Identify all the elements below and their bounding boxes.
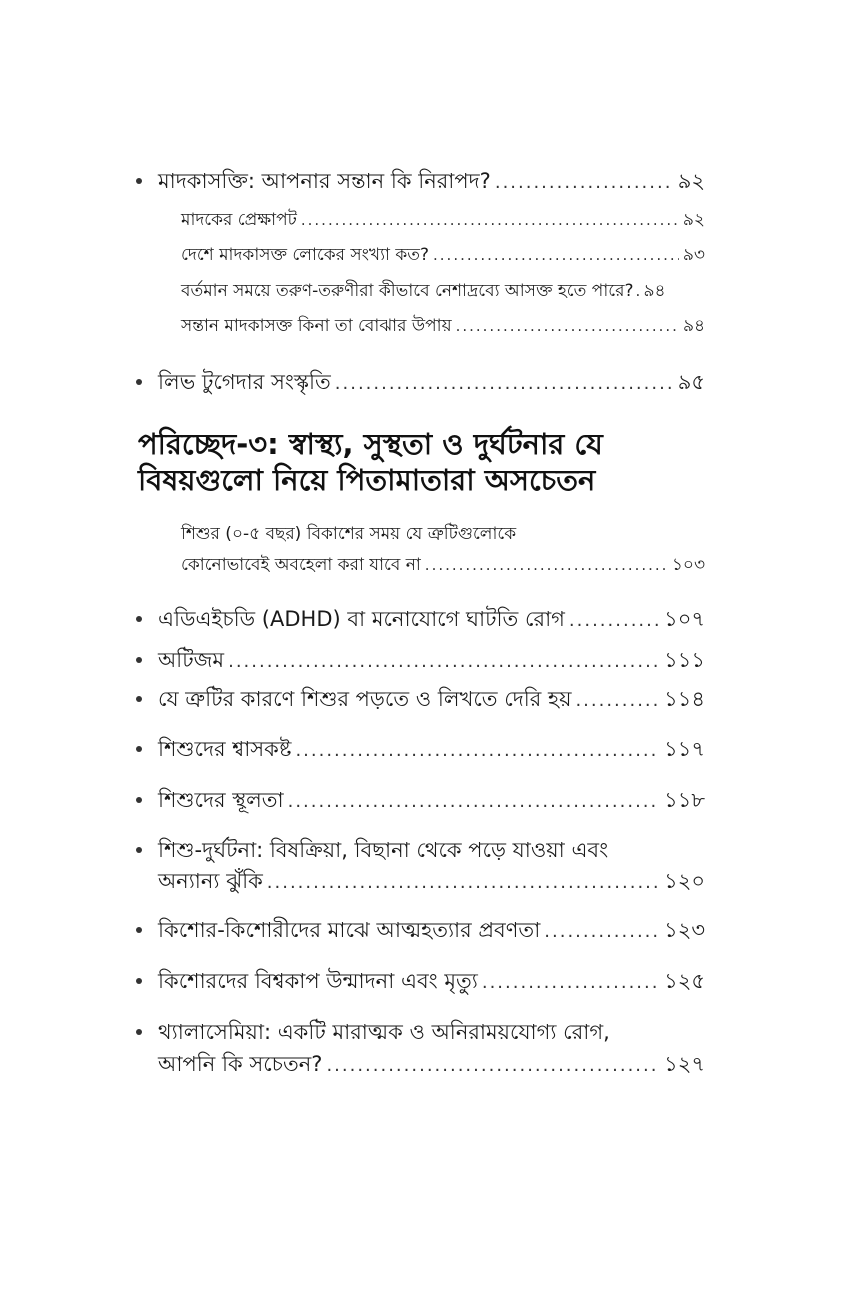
toc-entry xyxy=(0,1017,841,1047)
toc-page: ১১১ xyxy=(664,648,705,672)
bullet-icon xyxy=(136,797,142,803)
toc-line xyxy=(158,785,705,817)
toc-line xyxy=(158,866,705,898)
toc-line xyxy=(158,966,705,998)
toc-entry xyxy=(0,835,841,865)
toc-entry xyxy=(0,966,841,996)
leader-dots xyxy=(301,205,679,235)
toc-line xyxy=(181,240,705,270)
toc-title: শিশুদের শ্বাসকষ্ট xyxy=(158,737,292,761)
bullet-icon xyxy=(136,847,142,853)
toc-title: কোনোভাবেই অবহেলা করা যাবে না xyxy=(181,555,421,575)
toc-subentry xyxy=(0,311,841,341)
leader-dots xyxy=(267,868,660,898)
bullet-icon xyxy=(136,696,142,702)
toc-entry xyxy=(0,734,841,764)
toc-page: ৯৪ xyxy=(643,281,666,301)
bullet-icon xyxy=(136,746,142,752)
toc-title: অটিজম xyxy=(158,648,225,672)
leader-dots xyxy=(433,240,679,270)
leader-dots xyxy=(575,686,660,716)
toc-subentry xyxy=(0,205,841,235)
toc-entry xyxy=(0,604,841,634)
toc-title: দেশে মাদকাসক্ত লোকের সংখ্যা কত? xyxy=(181,245,430,265)
toc-page: ৯৩ xyxy=(682,245,705,265)
toc-entry xyxy=(0,915,841,945)
toc-line xyxy=(158,604,705,636)
bullet-icon xyxy=(136,379,142,385)
leader-dots xyxy=(569,606,660,636)
bullet-icon xyxy=(136,978,142,984)
leader-dots xyxy=(456,311,679,341)
toc-entry-continued xyxy=(0,1049,841,1079)
bullet-icon xyxy=(136,178,142,184)
chapter-heading xyxy=(138,426,738,498)
toc-line xyxy=(181,550,705,580)
toc-page: ১২৭ xyxy=(664,1052,705,1076)
chapter-heading-line: বিষয়গুলো নিয়ে পিতামাতারা অসচেতন xyxy=(138,463,596,497)
leader-dots xyxy=(326,1051,660,1081)
toc-line xyxy=(158,1049,705,1081)
toc-page: ১১৭ xyxy=(664,737,705,761)
bullet-icon xyxy=(136,616,142,622)
toc-title: কিশোরদের বিশ্বকাপ উন্মাদনা এবং মৃত্যু xyxy=(158,969,478,993)
toc-page: ১০৩ xyxy=(671,555,705,575)
toc-line xyxy=(158,734,705,766)
toc-line xyxy=(181,311,705,341)
toc-title: যে ত্রুটির কারণে শিশুর পড়তে ও লিখতে দেরি হয় xyxy=(158,687,572,711)
toc-line xyxy=(158,367,705,399)
toc-entry-continued xyxy=(0,866,841,896)
toc-entry xyxy=(0,785,841,815)
toc-subentry xyxy=(0,276,841,306)
toc-title: থ্যালাসেমিয়া: একটি মারাত্মক ও অনিরাময়যোগ্য রোগ, xyxy=(158,1020,610,1044)
bullet-icon xyxy=(136,927,142,933)
bullet-icon xyxy=(136,1029,142,1035)
toc-line xyxy=(181,205,705,235)
toc-page: ১০৭ xyxy=(664,607,705,631)
leader-dots xyxy=(425,550,668,580)
bullet-icon xyxy=(136,657,142,663)
leader-dots xyxy=(295,736,660,766)
toc-entry xyxy=(0,367,841,397)
toc-entry xyxy=(0,645,841,675)
toc-title: আপনি কি সচেতন? xyxy=(158,1052,323,1076)
toc-page: ৯২ xyxy=(677,169,705,193)
toc-subentry xyxy=(0,240,841,270)
leader-dots xyxy=(288,787,661,817)
chapter-heading-line: পরিচ্ছেদ-৩: স্বাস্থ্য, সুস্থতা ও দুর্ঘটনার যে xyxy=(138,427,603,461)
toc-title: মাদকাসক্তি: আপনার সন্তান কি নিরাপদ? xyxy=(158,169,491,193)
toc-page: ৯৫ xyxy=(677,370,705,394)
toc-title: শিশুর (০-৫ বছর) বিকাশের সময় যে ত্রুটিগুলোকে xyxy=(181,524,517,544)
toc-page: ৯২ xyxy=(682,210,705,230)
toc-entry xyxy=(0,684,841,714)
toc-page: ১২৩ xyxy=(664,918,705,942)
toc-line xyxy=(158,684,705,716)
toc-title: শিশুদের স্থূলতা xyxy=(158,788,284,812)
toc-title: লিভ টুগেদার সংস্কৃতি xyxy=(158,370,331,394)
leader-dots xyxy=(544,917,660,947)
leader-dots xyxy=(635,276,641,306)
toc-line xyxy=(158,915,705,947)
leader-dots xyxy=(335,369,674,399)
toc-line xyxy=(158,166,705,198)
toc-subentry-continued xyxy=(0,550,841,580)
toc-title: শিশু-দুর্ঘটনা: বিষক্রিয়া, বিছানা থেকে পড়ে যাওয়া এবং xyxy=(158,838,609,862)
toc-entry xyxy=(0,166,841,196)
toc-page: ১২০ xyxy=(664,869,705,893)
toc-title: বর্তমান সময়ে তরুণ-তরুণীরা কীভাবে নেশাদ্রব্যে আসক্ত হতে পারে? xyxy=(181,281,634,301)
toc-line xyxy=(181,276,705,306)
leader-dots xyxy=(482,968,660,998)
leader-dots xyxy=(495,168,674,198)
toc-title: এডিএইচডি (ADHD) বা মনোযোগে ঘাটতি রোগ xyxy=(158,607,565,631)
toc-line xyxy=(158,645,705,677)
toc-page: ১২৫ xyxy=(664,969,705,993)
toc-line xyxy=(158,1017,705,1047)
toc-title: সন্তান মাদকাসক্ত কিনা তা বোঝার উপায় xyxy=(181,316,452,336)
toc-line xyxy=(158,835,705,865)
toc-line xyxy=(181,519,705,549)
toc-title: মাদকের প্রেক্ষাপট xyxy=(181,210,297,230)
toc-page: ১১৪ xyxy=(664,687,705,711)
toc-title: কিশোর-কিশোরীদের মাঝে আত্মহত্যার প্রবণতা xyxy=(158,918,541,942)
toc-page: ১১৮ xyxy=(664,788,705,812)
toc-page: ৯৪ xyxy=(682,316,705,336)
leader-dots xyxy=(228,647,660,677)
toc-title: অন্যান্য ঝুঁকি xyxy=(158,869,263,893)
toc-subentry xyxy=(0,519,841,549)
